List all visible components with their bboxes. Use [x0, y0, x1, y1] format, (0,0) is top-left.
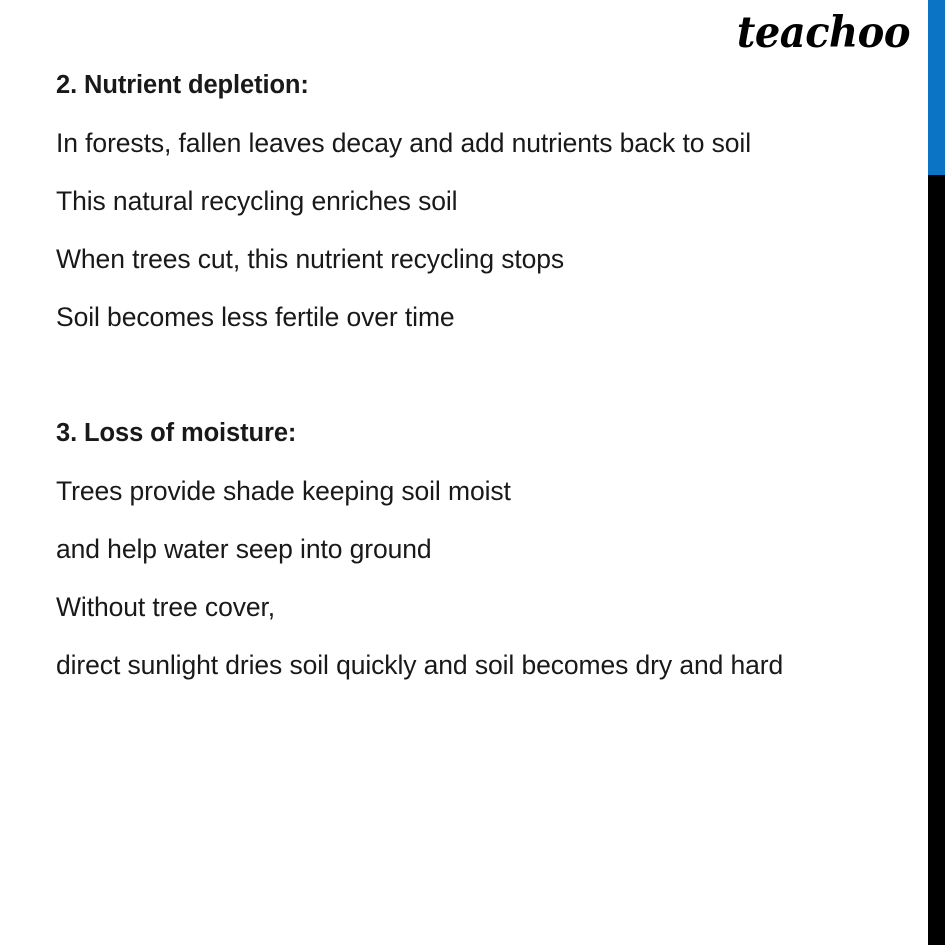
right-edge-accent-bar-black	[928, 175, 945, 945]
body-line: Trees provide shade keeping soil moist	[56, 476, 511, 506]
slide-content	[56, 56, 885, 694]
section-heading-loss-of-moisture: 3. Loss of moisture:	[56, 419, 297, 447]
body-line: Soil becomes less fertile over time	[56, 302, 455, 332]
section-gap	[56, 346, 885, 404]
body-line: Without tree cover,	[56, 592, 276, 622]
right-edge-accent-bar-blue	[928, 0, 945, 175]
section-loss-of-moisture	[56, 404, 885, 694]
body-line: This natural recycling enriches soil	[56, 186, 458, 216]
section-nutrient-depletion	[56, 56, 885, 346]
body-line: When trees cut, this nutrient recycling stops	[56, 244, 565, 274]
section-heading-nutrient-depletion: 2. Nutrient depletion:	[56, 71, 309, 99]
body-line: In forests, fallen leaves decay and add nutrients back to soil	[56, 128, 751, 158]
body-line: direct sunlight dries soil quickly and soil becomes dry and hard	[56, 650, 784, 680]
teachoo-logo: teachoo	[736, 6, 910, 58]
body-line: and help water seep into ground	[56, 534, 432, 564]
